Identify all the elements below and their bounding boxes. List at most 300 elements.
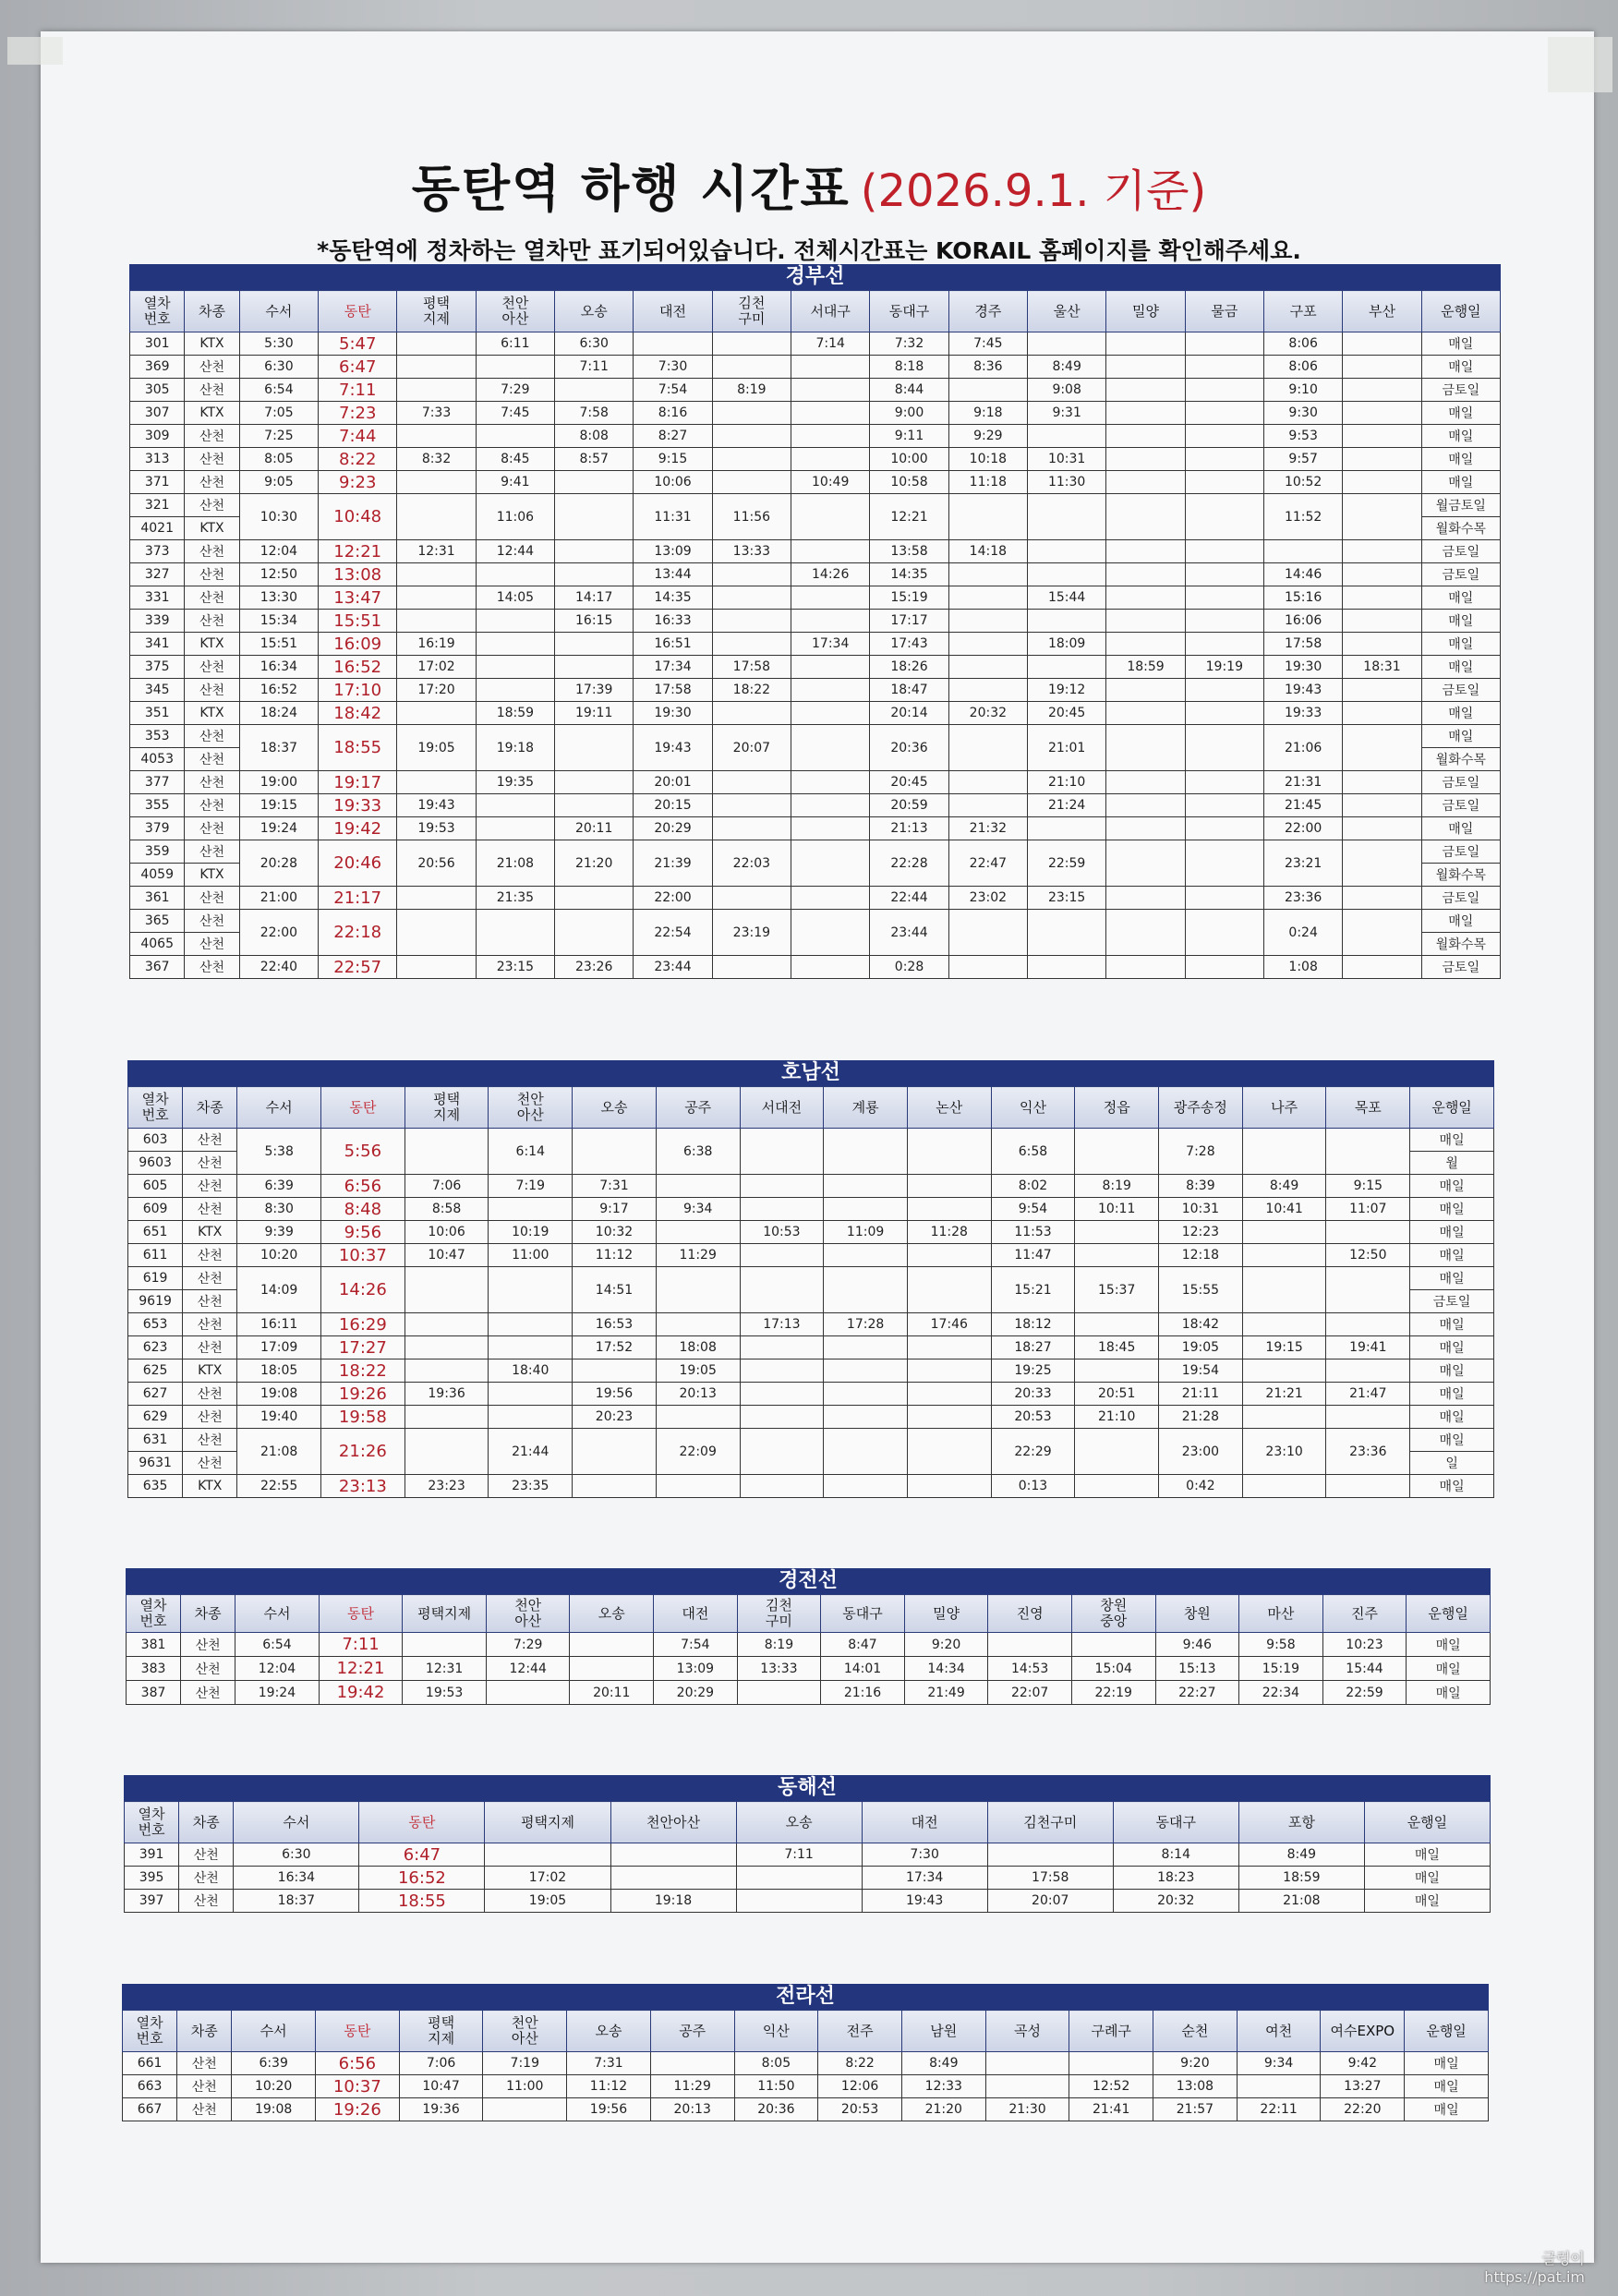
operating-days: 매일 [1421, 633, 1500, 656]
time-cell: 19:17 [319, 771, 397, 794]
time-cell: 17:43 [870, 633, 948, 656]
train-number: 309 [130, 425, 185, 448]
time-cell: 15:21 [991, 1267, 1075, 1313]
train-number: 383 [127, 1657, 181, 1681]
time-cell [740, 1267, 824, 1313]
time-cell [824, 1175, 908, 1198]
time-cell [948, 679, 1027, 702]
time-cell: 8:22 [818, 2052, 902, 2075]
time-cell [570, 1633, 654, 1657]
time-cell [476, 817, 554, 840]
time-cell: 23:00 [1159, 1429, 1243, 1475]
time-cell: 7:19 [489, 1175, 573, 1198]
column-header: 천안아산 [610, 1802, 736, 1843]
time-cell [476, 910, 554, 956]
time-cell [1343, 448, 1421, 471]
time-cell [1343, 794, 1421, 817]
time-cell: 6:54 [235, 1633, 320, 1657]
time-cell [1028, 425, 1106, 448]
timetable-table [124, 1801, 1491, 1913]
time-cell [712, 563, 791, 586]
train-type: KTX [185, 864, 239, 887]
column-header: 평택 지제 [397, 291, 476, 332]
time-cell [476, 794, 554, 817]
time-cell [1343, 910, 1421, 956]
train-number: 397 [125, 1890, 179, 1913]
column-header: 수서 [232, 2011, 316, 2052]
time-cell: 8:30 [237, 1198, 321, 1221]
time-cell: 21:47 [1326, 1383, 1410, 1406]
time-cell: 15:04 [1071, 1657, 1155, 1681]
time-cell [985, 2075, 1069, 2098]
column-header: 열차 번호 [125, 1802, 179, 1843]
train-type: 산천 [177, 2075, 232, 2098]
time-cell: 10:48 [319, 494, 397, 540]
time-cell: 21:00 [239, 887, 318, 910]
timetable-table [122, 2010, 1489, 2121]
time-cell: 21:26 [321, 1429, 405, 1475]
time-cell: 20:53 [991, 1406, 1075, 1429]
column-header-row [130, 291, 1501, 332]
time-cell: 20:59 [870, 794, 948, 817]
time-cell [1028, 910, 1106, 956]
column-header: 진주 [1322, 1595, 1407, 1633]
operating-days: 월화수목 [1421, 517, 1500, 540]
column-header: 여천 [1237, 2011, 1321, 2052]
operating-days: 월금토일 [1421, 494, 1500, 517]
time-cell: 22:59 [1028, 840, 1106, 887]
operating-days: 매일 [1407, 1657, 1491, 1681]
time-cell [907, 1359, 991, 1383]
time-cell: 14:26 [321, 1267, 405, 1313]
time-cell [1326, 1313, 1410, 1336]
time-cell: 11:09 [824, 1221, 908, 1244]
time-cell: 7:30 [634, 356, 712, 379]
column-header: 운행일 [1410, 1087, 1494, 1129]
operating-days: 매일 [1364, 1890, 1490, 1913]
time-cell: 19:43 [397, 794, 476, 817]
time-cell [740, 1429, 824, 1475]
column-header-row [123, 2011, 1489, 2052]
time-cell: 23:23 [404, 1475, 489, 1498]
table-row [130, 725, 1501, 748]
column-header: 전주 [818, 2011, 902, 2052]
time-cell: 15:44 [1322, 1657, 1407, 1681]
column-header: 오송 [555, 291, 634, 332]
time-cell [656, 1406, 740, 1429]
time-cell [1242, 1359, 1326, 1383]
train-number: 307 [130, 402, 185, 425]
time-cell [736, 1890, 862, 1913]
time-cell [489, 1313, 573, 1336]
time-cell: 8:27 [634, 425, 712, 448]
time-cell [712, 817, 791, 840]
operating-days: 일 [1410, 1452, 1494, 1475]
time-cell: 6:56 [316, 2052, 400, 2075]
operating-days: 매일 [1410, 1359, 1494, 1383]
time-cell: 10:31 [1028, 448, 1106, 471]
time-cell: 20:11 [570, 1681, 654, 1705]
operating-days: 매일 [1410, 1129, 1494, 1152]
time-cell: 23:26 [555, 956, 634, 979]
time-cell: 21:10 [1028, 771, 1106, 794]
time-cell [1075, 1129, 1159, 1175]
time-cell [1237, 2075, 1321, 2098]
column-header: 동탄 [319, 1595, 403, 1633]
column-header: 계룡 [824, 1087, 908, 1129]
time-cell [397, 425, 476, 448]
time-cell: 8:14 [1113, 1843, 1238, 1867]
time-cell [1343, 817, 1421, 840]
time-cell: 23:44 [634, 956, 712, 979]
time-cell [486, 1681, 570, 1705]
time-cell [656, 1313, 740, 1336]
time-cell: 19:08 [232, 2098, 316, 2121]
time-cell [1326, 1267, 1410, 1313]
time-cell: 14:35 [870, 563, 948, 586]
time-cell: 18:45 [1075, 1336, 1159, 1359]
time-cell: 16:53 [573, 1313, 657, 1336]
section-1 [127, 1060, 1494, 1498]
train-type: 산천 [185, 817, 239, 840]
train-number: 377 [130, 771, 185, 794]
train-number: 339 [130, 610, 185, 633]
time-cell: 8:36 [948, 356, 1027, 379]
time-cell: 12:31 [397, 540, 476, 563]
column-header: 오송 [736, 1802, 862, 1843]
time-cell: 11:50 [734, 2075, 818, 2098]
time-cell: 8:49 [1238, 1843, 1364, 1867]
column-header: 익산 [991, 1087, 1075, 1129]
time-cell [712, 771, 791, 794]
time-cell: 18:40 [489, 1359, 573, 1383]
time-cell: 15:51 [319, 610, 397, 633]
table-row [130, 471, 1501, 494]
time-cell [404, 1267, 489, 1313]
operating-days: 매일 [1421, 817, 1500, 840]
time-cell: 18:22 [321, 1359, 405, 1383]
time-cell: 16:33 [634, 610, 712, 633]
operating-days: 매일 [1421, 725, 1500, 748]
time-cell [712, 794, 791, 817]
time-cell: 7:29 [476, 379, 554, 402]
time-cell: 9:20 [1153, 2052, 1238, 2075]
column-header-row [125, 1802, 1491, 1843]
time-cell: 9:58 [1239, 1633, 1323, 1657]
time-cell [824, 1336, 908, 1359]
time-cell [988, 1633, 1072, 1657]
operating-days: 매일 [1421, 402, 1500, 425]
time-cell: 21:57 [1153, 2098, 1238, 2121]
time-cell: 10:06 [634, 471, 712, 494]
time-cell: 8:49 [901, 2052, 985, 2075]
time-cell [712, 586, 791, 610]
column-header: 열차 번호 [123, 2011, 177, 2052]
time-cell [1185, 402, 1263, 425]
train-type: 산천 [185, 563, 239, 586]
train-type: 산천 [185, 887, 239, 910]
time-cell: 8:06 [1263, 356, 1342, 379]
time-cell: 7:25 [239, 425, 318, 448]
time-cell: 7:45 [476, 402, 554, 425]
time-cell: 22:59 [1322, 1681, 1407, 1705]
train-type: 산천 [185, 725, 239, 748]
time-cell: 8:05 [239, 448, 318, 471]
train-number: 667 [123, 2098, 177, 2121]
time-cell [948, 379, 1027, 402]
table-row [127, 1681, 1491, 1705]
time-cell: 19:05 [656, 1359, 740, 1383]
time-cell [907, 1244, 991, 1267]
operating-days: 금토일 [1421, 540, 1500, 563]
time-cell: 21:10 [1075, 1406, 1159, 1429]
time-cell: 15:44 [1028, 586, 1106, 610]
time-cell [1106, 679, 1185, 702]
time-cell [489, 1383, 573, 1406]
time-cell: 22:00 [634, 887, 712, 910]
time-cell: 19:36 [399, 2098, 483, 2121]
column-header: 천안 아산 [476, 291, 554, 332]
time-cell [404, 1359, 489, 1383]
column-header: 포항 [1238, 1802, 1364, 1843]
time-cell [907, 1406, 991, 1429]
column-header: 천안 아산 [483, 2011, 567, 2052]
table-row [130, 332, 1501, 356]
time-cell: 22:20 [1321, 2098, 1405, 2121]
column-header: 차종 [177, 2011, 232, 2052]
time-cell: 12:23 [1159, 1221, 1243, 1244]
time-cell: 7:31 [567, 2052, 651, 2075]
time-cell: 19:33 [1263, 702, 1342, 725]
column-header: 부산 [1343, 291, 1421, 332]
time-cell: 15:19 [870, 586, 948, 610]
column-header: 진영 [988, 1595, 1072, 1633]
operating-days: 매일 [1421, 702, 1500, 725]
operating-days: 매일 [1407, 1681, 1491, 1705]
train-type: 산천 [183, 1152, 237, 1175]
time-cell: 8:18 [870, 356, 948, 379]
train-type: 산천 [185, 956, 239, 979]
time-cell: 23:10 [1242, 1429, 1326, 1475]
time-cell [1028, 563, 1106, 586]
time-cell: 20:33 [991, 1383, 1075, 1406]
time-cell [1263, 540, 1342, 563]
column-header: 대전 [634, 291, 712, 332]
time-cell: 9:23 [319, 471, 397, 494]
time-cell: 8:02 [991, 1175, 1075, 1198]
time-cell: 16:06 [1263, 610, 1342, 633]
train-type: 산천 [183, 1313, 237, 1336]
time-cell: 12:44 [476, 540, 554, 563]
time-cell [907, 1129, 991, 1175]
column-header: 구포 [1263, 291, 1342, 332]
time-cell [489, 1267, 573, 1313]
time-cell: 21:17 [319, 887, 397, 910]
time-cell [555, 494, 634, 540]
operating-days: 매일 [1410, 1383, 1494, 1406]
time-cell [397, 702, 476, 725]
train-number: 365 [130, 910, 185, 933]
time-cell [573, 1429, 657, 1475]
column-header: 열차 번호 [130, 291, 185, 332]
operating-days: 금토일 [1410, 1290, 1494, 1313]
time-cell [1185, 633, 1263, 656]
time-cell: 10:58 [870, 471, 948, 494]
time-cell: 21:21 [1242, 1383, 1326, 1406]
time-cell: 10:41 [1242, 1198, 1326, 1221]
time-cell: 18:55 [359, 1890, 485, 1913]
column-header: 울산 [1028, 291, 1106, 332]
time-cell [1106, 633, 1185, 656]
time-cell: 19:24 [239, 817, 318, 840]
column-header: 평택지제 [403, 1595, 487, 1633]
time-cell: 14:05 [476, 586, 554, 610]
time-cell: 18:05 [237, 1359, 321, 1383]
time-cell: 17:10 [319, 679, 397, 702]
time-cell [397, 610, 476, 633]
time-cell: 20:32 [948, 702, 1027, 725]
train-number: 355 [130, 794, 185, 817]
column-header: 광주송정 [1159, 1087, 1243, 1129]
train-type: KTX [185, 402, 239, 425]
operating-days: 매일 [1421, 448, 1500, 471]
time-cell [555, 887, 634, 910]
time-cell: 7:19 [483, 2052, 567, 2075]
time-cell [555, 471, 634, 494]
time-cell [907, 1336, 991, 1359]
time-cell: 21:20 [555, 840, 634, 887]
time-cell: 7:54 [634, 379, 712, 402]
time-cell: 9:41 [476, 471, 554, 494]
timetable-table [127, 1086, 1494, 1498]
time-cell: 9:34 [1237, 2052, 1321, 2075]
train-type: KTX [183, 1475, 237, 1498]
time-cell: 17:39 [555, 679, 634, 702]
time-cell [824, 1198, 908, 1221]
time-cell: 6:11 [476, 332, 554, 356]
table-row [128, 1221, 1494, 1244]
watermark-url: https://pat.im [1484, 2268, 1585, 2286]
table-row [128, 1313, 1494, 1336]
time-cell [948, 563, 1027, 586]
time-cell [404, 1129, 489, 1175]
operating-days: 매일 [1410, 1221, 1494, 1244]
train-number: 631 [128, 1429, 183, 1452]
operating-days: 매일 [1410, 1313, 1494, 1336]
time-cell: 22:57 [319, 956, 397, 979]
column-header: 차종 [183, 1087, 237, 1129]
time-cell [791, 702, 870, 725]
time-cell: 16:52 [359, 1867, 485, 1890]
watermark [1484, 2250, 1585, 2287]
time-cell: 6:30 [239, 356, 318, 379]
time-cell: 0:24 [1263, 910, 1342, 956]
train-number: 603 [128, 1129, 183, 1152]
train-type: 산천 [185, 840, 239, 864]
time-cell: 9:53 [1263, 425, 1342, 448]
time-cell: 12:31 [403, 1657, 487, 1681]
time-cell: 18:31 [1343, 656, 1421, 679]
time-cell [1343, 586, 1421, 610]
time-cell: 20:56 [397, 840, 476, 887]
train-number: 395 [125, 1867, 179, 1890]
train-number: 321 [130, 494, 185, 517]
time-cell [1106, 725, 1185, 771]
time-cell: 19:42 [319, 817, 397, 840]
time-cell [791, 910, 870, 956]
time-cell [1106, 332, 1185, 356]
table-row [127, 1633, 1491, 1657]
time-cell: 22:28 [870, 840, 948, 887]
time-cell: 20:15 [634, 794, 712, 817]
time-cell [1185, 956, 1263, 979]
train-number: 387 [127, 1681, 181, 1705]
operating-days: 월화수목 [1421, 748, 1500, 771]
time-cell [610, 1867, 736, 1890]
time-cell: 6:30 [555, 332, 634, 356]
tape-top-right [1548, 37, 1612, 92]
time-cell [555, 656, 634, 679]
train-number: 327 [130, 563, 185, 586]
time-cell [824, 1129, 908, 1175]
train-number: 605 [128, 1175, 183, 1198]
train-number: 353 [130, 725, 185, 748]
time-cell: 20:13 [650, 2098, 734, 2121]
train-type: 산천 [185, 425, 239, 448]
time-cell: 10:19 [489, 1221, 573, 1244]
time-cell: 6:14 [489, 1129, 573, 1175]
train-number: 663 [123, 2075, 177, 2098]
column-header: 열차 번호 [127, 1595, 181, 1633]
table-row [128, 1406, 1494, 1429]
time-cell: 21:31 [1263, 771, 1342, 794]
time-cell [476, 610, 554, 633]
time-cell [907, 1175, 991, 1198]
time-cell: 21:06 [1263, 725, 1342, 771]
time-cell: 19:54 [1159, 1359, 1243, 1383]
column-header: 수서 [234, 1802, 359, 1843]
time-cell [712, 956, 791, 979]
time-cell: 22:18 [319, 910, 397, 956]
table-row [123, 2075, 1489, 2098]
train-number: 4065 [130, 933, 185, 956]
time-cell [1343, 471, 1421, 494]
column-header: 수서 [237, 1087, 321, 1129]
section-3 [124, 1775, 1491, 1913]
column-header: 열차 번호 [128, 1087, 183, 1129]
table-row [130, 840, 1501, 864]
column-header: 남원 [901, 2011, 985, 2052]
time-cell [1326, 1129, 1410, 1175]
time-cell: 12:21 [319, 540, 397, 563]
column-header: 대전 [862, 1802, 987, 1843]
time-cell [1242, 1475, 1326, 1498]
time-cell [483, 2098, 567, 2121]
train-type: KTX [185, 517, 239, 540]
time-cell: 5:56 [321, 1129, 405, 1175]
time-cell [1343, 379, 1421, 402]
time-cell: 20:07 [712, 725, 791, 771]
time-cell: 6:39 [237, 1175, 321, 1198]
time-cell [650, 2052, 734, 2075]
train-type: 산천 [179, 1867, 234, 1890]
time-cell [824, 1267, 908, 1313]
time-cell: 7:11 [555, 356, 634, 379]
column-header: 차종 [179, 1802, 234, 1843]
section-title: 경전선 [126, 1568, 1491, 1594]
time-cell: 20:45 [870, 771, 948, 794]
train-type: KTX [185, 633, 239, 656]
